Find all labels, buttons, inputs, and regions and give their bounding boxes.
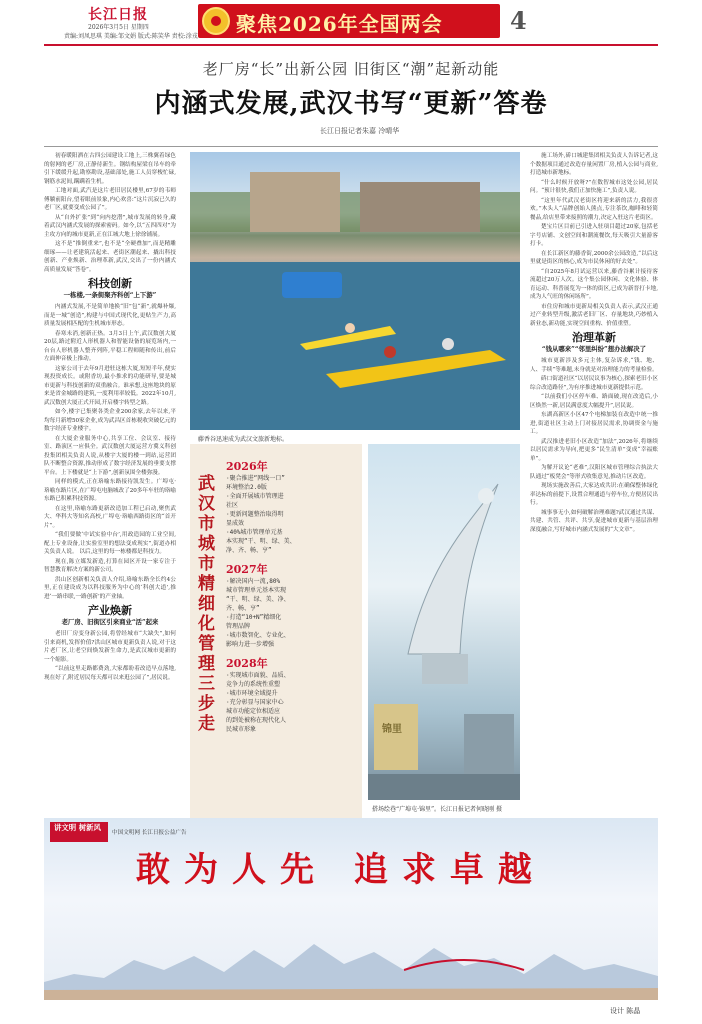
- body-paragraph: 现场实施改善后,大家达成共识:在确保整体绿化率达标的前提下,设置合理通道与停车位,方便居民出行。: [530, 483, 658, 506]
- body-paragraph: 同样的模式,正在珞喻东路接待凯发生。广埠屯·珞喻东路片区,在广埠屯电脑城改了20多年车驻的珞喻东路已积累科技资源。: [44, 479, 176, 502]
- section-subtitle-governance: “钱从哪来”“邻里纠纷”想办法解决了: [541, 344, 647, 353]
- plan-item: ·城市数智化、专业化、: [226, 632, 290, 639]
- staff-credits: 责编:刘凤思琪 美编:邹文娟 版式:陈笑华 责校:涂戎: [64, 33, 198, 40]
- ad-slogan: 敢为人先 追求卓越: [136, 850, 546, 890]
- intro-paragraph: 初春暖阳洒在古四公园建设工地上,三株翼着绿色的射网的老厂房,正静待新生。钢结构屋梁在吊车的牵引下缓缓升起,勘察勘设,基础部处,施工人员穿梭忙碌,钢筋水泥间,蹒蹒着生机。: [44, 153, 176, 185]
- plan-item: 城市功能定位相适应: [226, 708, 281, 715]
- body-paragraph: “以前我们小区停车难、路面破,现在改造后,小区焕然一新,居民满意度大幅提升”,居民说。: [530, 394, 658, 409]
- body-paragraph: 市住房和城市更新局相关负责人表示,武汉正通过产业转型升级,激活老旧厂区、存量地块,巧妙植入新业态,新功能,实现空间重构、价值重塑。: [530, 303, 658, 327]
- section-subtitle-tech: 一栋楼,一条街聚齐科创“上下游”: [63, 290, 157, 299]
- section-title-tech: 科技创新: [88, 277, 132, 290]
- plan-stage-2027: [226, 561, 354, 649]
- body-paragraph: 春寒未消,创新正热。3月3日上午,武汉数创大厦20层,路过附近人形机器人和智能设备的展览场内,一台台人形机器人整齐列阵,平稳工程师随和传出,前后左面伸音极上推动。: [44, 330, 176, 362]
- park-lake-illustration: [190, 152, 520, 430]
- body-paragraph: “自2025年8月试运营以来,藤香谷累计接待客流超过20万人次。这个集公园休闲、文化体验、体育运动、科普展览为一体的街区,已成为新晋打卡地,成为人气旺的休闲场所”。: [530, 268, 658, 300]
- intro-paragraph: 工地对面,武汽是这片老旧居民楼里,67岁的韦师傅躺前阳台,望着眼前景象,内心欢喜:“这片沉寂已久的老厂区,就要变成公园了”。: [44, 188, 176, 211]
- plan-item: ·更新问题整治取得明: [226, 511, 284, 518]
- body-paragraph: 老旧厂房变身新公园,将曾经城市“大缺失”,如何引来商机,发挥价值?洪山区城市更新负责人说,对于这片老厂区,让老空间焕发新生命力,是武汉城市更新的一个缩影。: [44, 631, 176, 663]
- three-step-plan-box: [190, 444, 362, 828]
- body-paragraph: 东湖高新区小区47个电梯加装在改造中统一推进,街道社区主动上门对接居民需求,协调资金与施工。: [530, 412, 658, 435]
- intro-paragraph: 从“自外扩张”到“向内挖潜”,城市发展的转身,藏着武汉内涵式发展的探索密码。如今,以“五四四对”为主攻方向的城市更新,正在江城大地上徐徐铺展。: [44, 214, 176, 238]
- plan-item: 民城市形象: [226, 726, 257, 733]
- park-lake-photo: [190, 152, 520, 430]
- body-paragraph: 如今,楼宇已集聚各类企业200余家,去年以来,平均每月新增50家企业,成为武昌区首栋税收突破亿元的数字经济专业楼宇。: [44, 409, 176, 432]
- body-paragraph: 在这里,珞喻东路更新改造加工程已启动,聚焦武大、华科大等知名高校,广埠屯·珞喻西路街区的“首开片”。: [44, 505, 176, 529]
- plan-item: ·全面开展城市管理进: [226, 493, 284, 500]
- plan-item: ·充分彰显与国家中心: [226, 699, 284, 706]
- body-paragraph: 内涵式发展,不是简单地换“旧”包“新”,就爆补爆,而是一城“创造”,构建与中国式现代化,更贴生产力,高质量发展相匹配的生机城市形态。: [44, 304, 176, 327]
- plan-item: 城市管理单元基本实现: [226, 587, 287, 594]
- plan-stages: [226, 452, 354, 734]
- plan-item: 竞争力的系统性重塑: [226, 681, 281, 688]
- body-paragraph: “我们要做‘中试实验中台’,用政造园的工业空间,配上专业设备,让实验室里的想法变成现实”,街道办相关负责人说。 以后,这里的每一栋楼都是科技力。: [44, 532, 176, 555]
- newspaper-logo: 长江日报: [88, 7, 148, 23]
- page-designer-credit: 设计 陈晶: [610, 1007, 641, 1015]
- civility-badge: [50, 822, 108, 842]
- body-paragraph: “以前这里走路都费劲,大家都盼着改造早点落地,现在好了,附近居民每天都可以来逛公园了”,居民说。: [44, 666, 176, 681]
- plan-item: ·实现城市面貌、品质、: [226, 672, 290, 679]
- plan-item: ·40%城市管理单元基: [226, 529, 283, 536]
- badge-line2: 中国文明网 长江日报公益广告: [112, 830, 187, 836]
- body-paragraph: 硚口街道社区“以居民议事为核心,探索老旧小区综合改造路径”,为有序推进城市更新提供示范。: [530, 376, 658, 391]
- body-paragraph: “什么时候开放呀?”在数智城市这处公园,居民问。“预计很快,我们正加快施工”,负责人说。: [530, 179, 658, 194]
- banner-title: 聚焦2026年全国两会: [236, 12, 443, 36]
- bottom-photo-caption: 搭场绘巷“广埠屯·锦里”。长江日报记者何晓刚 摄: [372, 806, 502, 813]
- badge-line1: 讲文明 树新风: [54, 823, 101, 832]
- body-paragraph: 城市更新涉及多元主体,复杂诉求,“钱、地、人、手续”等难题,未身就是对治理能力的考量检验。: [530, 358, 658, 373]
- article-left-column: [44, 152, 176, 922]
- plan-item: 本实现“干、明、绿、美、: [226, 538, 296, 545]
- plan-item: ·打造“10+N”精细化: [226, 614, 282, 621]
- body-paragraph: 城事事无小,如何破解治理难题?武汉通过共谋、共建、共管、共评、共享,促进城市更新与基层治理深度融合,写好城市内涵式发展的“大文章”。: [530, 509, 658, 533]
- public-service-ad: [44, 818, 658, 1000]
- article-byline: 长江日报记者朱嘉 冷晴华: [320, 127, 400, 135]
- body-paragraph: 在长江新区的藤香街,2000余公园改造,“以后这里就是街区的核心,成为市民休闲的好去处”。: [530, 250, 658, 265]
- plan-item: “干、明、绿、美、净、: [226, 596, 290, 603]
- city-skyline-illustration: [44, 930, 658, 1000]
- sculpture-illustration: [368, 444, 520, 800]
- plan-item: 社区: [226, 502, 239, 509]
- section-subtitle-industry: 老厂房、旧街区引来商业“活”起来: [61, 617, 159, 626]
- section-title-industry: 产业焕新: [88, 604, 132, 617]
- headline-divider: [44, 146, 658, 147]
- plan-item: 管理品牌: [226, 623, 251, 630]
- headline-block: [44, 58, 658, 140]
- plan-stage-2026: [226, 458, 354, 555]
- plan-item: 环境整治2.0版: [226, 484, 267, 491]
- masthead: [0, 0, 702, 52]
- article-right-column: [530, 152, 658, 812]
- body-paragraph: 武汉推进老旧小区改造“加法”,2026年,将继续以居民需求为导向,把更多“民生清单”变成“幸福账单”。: [530, 438, 658, 462]
- body-paragraph: 楚宝片区目前已引进入驻项目超过20家,包括老字号店铺、文创空间和潮流餐饮,每天吸引大量游客打卡。: [530, 224, 658, 247]
- plan-vertical-title: 武汉市城市精细化管理三步走: [198, 474, 215, 734]
- plan-item: 影响力进一步增强: [226, 641, 275, 648]
- plan-item: 净、齐、畅、亨”: [226, 547, 272, 554]
- body-paragraph: 现在,陈立媒发新造,打算在园区开设一家专注于智慧教育解决方案的新公司。: [44, 558, 176, 573]
- plan-item: ·解决国内一流,80%: [226, 578, 281, 585]
- body-paragraph: 在大厦企业服务中心,共享工位、会议室、接待室、路演区一应俱全。武汉数创大厦运营方冀义科创投集团相关负责人说,从楼宇大厦的楼一到站,运营团队不断整合资源,推动形成了数字经济发展的垂要支撑平台。上下楼就是“上下游”,创新氛围全楼弥漫。: [44, 435, 176, 476]
- plaque-text: 锦里: [382, 724, 402, 735]
- body-paragraph: 施工场外,硚口城建集团相关负责人告诉记者,这个数据项目通过改造存量闲置厂房,植入公园与商业,打造城市新地标。: [530, 153, 658, 176]
- section-title-governance: 治理革新: [572, 331, 616, 344]
- plan-item: 齐、畅、亨”: [226, 605, 260, 612]
- plan-item: ·城市环境全域提升: [226, 690, 278, 697]
- plan-stage-2028: [226, 655, 354, 734]
- plan-year: 2027年: [226, 563, 268, 576]
- sculpture-photo: [368, 444, 520, 800]
- plan-year: 2026年: [226, 460, 268, 473]
- top-photo-caption: 藤香谷迅速成为武汉文旅新地标。: [198, 436, 289, 443]
- page-number: 4: [510, 6, 527, 35]
- two-sessions-banner: [198, 4, 500, 38]
- issue-date: 2026年3月5日 星期四: [88, 24, 149, 31]
- body-paragraph: 为解开议论“老难”,汉阳区城市管理综合执法大队通过“板凳会”等形式收集意见,推动片区改造。: [530, 465, 658, 480]
- masthead-divider: [44, 44, 658, 46]
- plan-item: 显成效: [226, 520, 245, 527]
- article-subhead: 老厂房“长”出新公园 旧街区“潮”起新动能: [202, 60, 500, 78]
- article-headline: 内涵式发展,武汉书写“更新”答卷: [154, 89, 548, 119]
- plan-item: 的到处被称在现代化人: [226, 717, 287, 724]
- intro-paragraph: 这不是“推倒重来”,也不是“全硬叠加”,而是精雕细琢——让老建筑活起来、老街区潮起来、撬出科技创新、产业焕新、治理革新,武汉,交出了一份内涵式高质量发展“答卷”。: [44, 241, 176, 273]
- body-paragraph: 洪山区创新相关负责人介绍,珞喻东路全长约4公里,正在建设成为以科技服务为中心的‘科创大道’,推进‘一路串联,一路创新’的产业轴。: [44, 576, 176, 600]
- plan-item: ·聚合推进“网线一口”: [226, 475, 285, 482]
- plan-year: 2028年: [226, 657, 268, 670]
- body-paragraph: “这里年代武汉老街区将迎来新的活力,我很喜欢。”木头人“品牌创始人熊点,专注茶饮,咖啡和轻简餐品,给店里带来接照的潮力,决定入驻这片老街区。: [530, 197, 658, 221]
- body-paragraph: 这家公司于去年9月进驻这栋大厦,短短半年,便实现投资成长。或附香坊,最小推求的功能研导,要是城市更新与科技创新的双重融合。谁承想,这座地块的原来是省金城路的建筑,一度利用率较低。2022年10月,武汉数创大厦正式开园,开启楼宇转型之路。: [44, 365, 176, 406]
- national-emblem-icon: [202, 7, 230, 35]
